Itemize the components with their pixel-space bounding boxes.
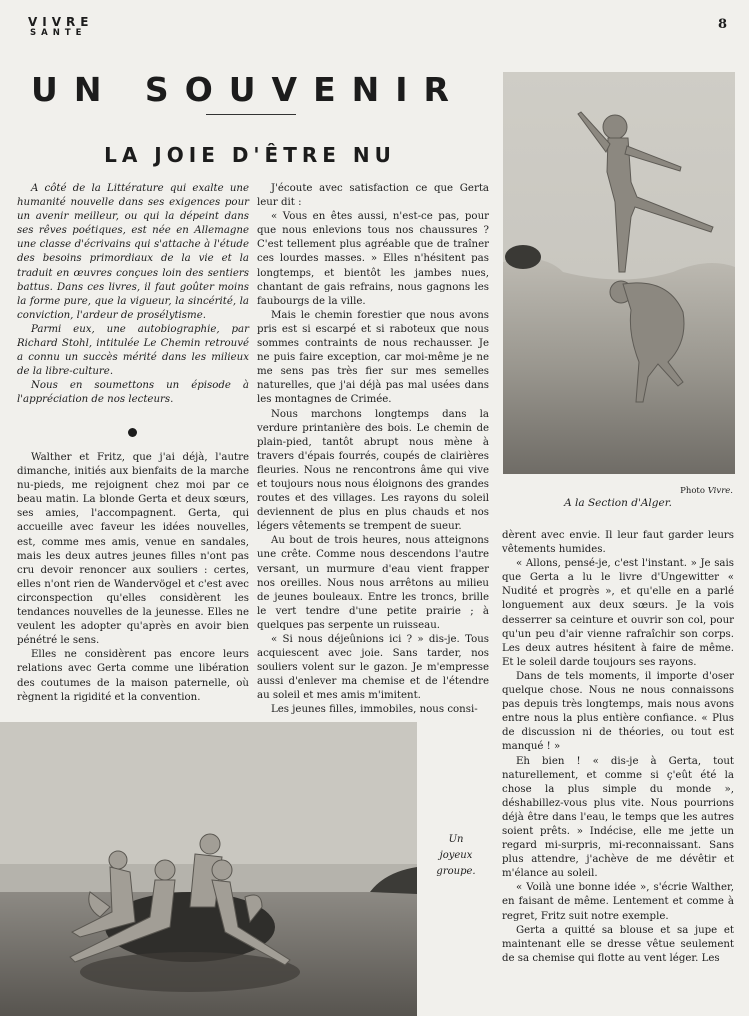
photo-acrobats — [503, 72, 735, 474]
paragraph: « Voilà une bonne idée », s'écrie Walther, en faisant de même. Lentement et comme à regret, Fritz suit notre exemple. — [502, 882, 734, 922]
paragraph: « Vous en êtes aussi, n'est-ce pas, pour que nous enlevions tous nos chaussures ? C'est tellement plus agréable que de traîner ces lourdes masses. » Elles n'hésitent pas longtemps, et bientôt les jambes nues, chantant de gais refrains, nous gagnons les faubourgs de la ville. — [257, 211, 489, 307]
paragraph: « Si nous déjeûnions ici ? » dis-je. Tous acquiescent avec joie. Sans tarder, nos souliers volent sur le gazon. Je m'empresse aussi d'enlever ma chemise et de l'étendre au soleil et mes amis m'imitent. — [257, 634, 489, 702]
paragraph: Gerta a quitté sa blouse et sa jupe et maintenant elle se dresse vêtue seulement de sa chemise qui flotte au vent léger. Les — [502, 924, 734, 964]
column-2 — [257, 182, 489, 718]
caption-line: Un — [448, 834, 464, 845]
masthead — [28, 16, 93, 38]
photo-caption-top: A la Section d'Alger. — [564, 497, 672, 509]
section-bullet — [128, 428, 137, 437]
paragraph: Eh bien ! « dis-je à Gerta, tout naturellement, et comme si ç'eût été la chose la plus simple du monde », déshabillez-vous plus vite. Nous pourrions déjà être dans l'eau, le temps que les autres soient prêts. » Indécise, elle me jette un regard mi-surpris, mi-reconnaissant. Sans plus attendre, j'achève de me dévêtir et m'élance au soleil. — [502, 755, 734, 880]
paragraph: Mais le chemin forestier que nous avons pris est si escarpé et si raboteux que nous sommes contraints de nous rechausser. Je ne puis faire exception, car moi-même je ne me sens pas très fier sur mes semelles naturelles, que j'ai déjà pas mal usées dans les montagnes de Crimée. — [257, 309, 489, 406]
paragraph: Elles ne considèrent pas encore leurs relations avec Gerta comme une libération des coutumes de la maison paternelle, où règnent la rigidité et la convention. — [17, 649, 249, 703]
photo-credit-prefix: Photo — [680, 486, 705, 496]
paragraph: Dans de tels moments, il importe d'oser quelque chose. Nous ne nous connaissons pas depuis très longtemps, mais nous avons entre nous la plus entière confiance. « Plus de discussion ni de théories, ou tout est manqué ! » — [502, 670, 734, 753]
photo-caption-bottom — [425, 832, 487, 880]
photo-credit-source: Vivre. — [707, 486, 733, 496]
paragraph: Nous marchons longtemps dans la verdure printanière des bois. Le chemin de plain-pied, tantôt abrupt nous mène à travers d'épais fourrés, coupés de clairières fleuries. Nous ne rencontrons âme qui vive et toujours nous nous éloignons des grandes routes et des villages. Les rayons du soleil deviennent de plus en plus chauds et nos légers vêtements se trempent de sueur. — [257, 408, 489, 533]
photo-group-on-rock — [0, 722, 417, 1016]
masthead-subtitle: SANTE — [30, 28, 87, 38]
page-number: 8 — [717, 17, 727, 32]
column-3 — [502, 529, 734, 966]
intro-paragraph: Nous en soumettons un épisode à l'appréciation de nos lecteurs. — [17, 380, 249, 406]
article-intro — [17, 182, 249, 408]
caption-line: groupe. — [436, 866, 476, 877]
photo-group-image — [0, 722, 417, 1016]
article-title: UN SOUVENIR — [31, 70, 465, 109]
intro-paragraph: Parmi eux, une autobiographie, par Richard Stohl, intitulée Le Chemin retrouvé a connu un succès mérité dans les milieux de la libre-culture. — [17, 323, 249, 378]
intro-paragraph: A côté de la Littérature qui exalte une humanité nouvelle dans ses exigences pour un avenir meilleur, ou qui la dépeint dans ses rêves poétiques, est née en Allemagne une classe d'écrivains qui s'attache à l'étude des besoins primordiaux de la vie et la traduit en œuvres conçues loin des sentiers battus. Dans ces livres, il faut goûter moins la forme pure, que la vigueur, la sincérité, la conviction, l'ardeur de prosélytisme. — [17, 183, 249, 321]
caption-line: joyeux — [439, 850, 473, 861]
photo-credit — [680, 486, 733, 496]
paragraph: J'écoute avec satisfaction ce que Gerta leur dit : — [257, 183, 489, 209]
paragraph: Walther et Fritz, que j'ai déjà, l'autre dimanche, initiés aux bienfaits de la marche nu-pieds, me rejoignent chez moi par ce beau matin. La blonde Gerta et deux sœurs, ses amies, l'accompagnent. Gerta, qui accueille avec faveur les idées nouvelles, est, comme mes amis, venue en sandales, mais les deux autres jeunes filles n'ont pas cru devoir renoncer aux souliers : certes, elles n'ont rien de Wandervögel et c'est avec circonspection qu'elles considèrent les tendances nouvelles de la jeunesse. Elles ne veulent les adopter qu'après en avoir bien pénétré le sens. — [17, 452, 249, 647]
title-divider — [206, 114, 296, 115]
paragraph: Les jeunes filles, immobiles, nous consi- — [271, 704, 478, 716]
photo-acrobats-image — [503, 72, 735, 474]
paragraph: dèrent avec envie. Il leur faut garder leurs vêtements humides. — [502, 530, 734, 556]
article-subtitle: LA JOIE D'ÊTRE NU — [104, 143, 396, 167]
paragraph: Au bout de trois heures, nous atteignons une crête. Comme nous descendons l'autre versant, un murmure d'eau vient frapper nos oreilles. Nous nous arrêtons au milieu de jeunes bouleaux. Entre les troncs, brille le vert tendre d'une petite prairie ; à quelques pas serpente un ruisseau. — [257, 535, 489, 631]
column-1 — [17, 451, 249, 705]
masthead-title: VIVRE — [28, 15, 94, 29]
paragraph: « Allons, pensé-je, c'est l'instant. » Je sais que Gerta a lu le livre d'Ungewitter « Nudité et progrès », et qu'elle en a parlé longuement aux deux sœurs. Je la vois desserrer sa ceinture et ouvrir son col, pour qu'un peu d'air vienne rafraîchir son corps. Les deux autres hésitent à faire de même. Et le soleil darde toujours ses rayons. — [502, 558, 734, 668]
